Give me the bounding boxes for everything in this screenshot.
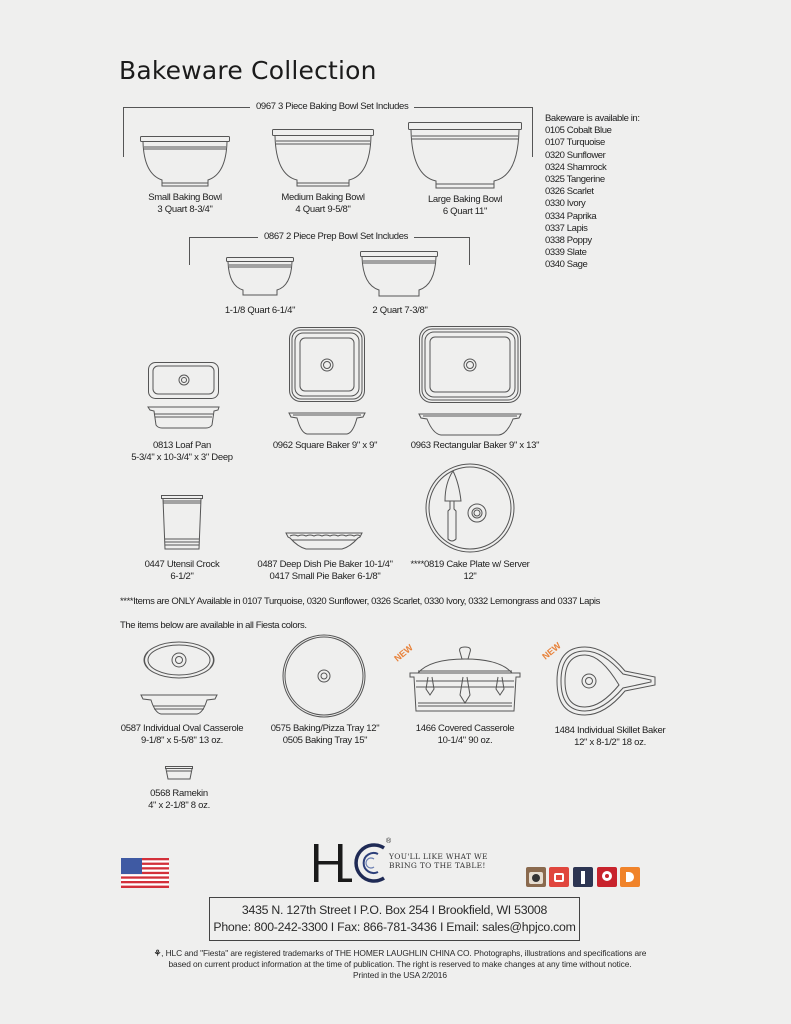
color-item: 0338 Poppy (545, 235, 592, 247)
color-item: 0320 Sunflower (545, 149, 606, 161)
square-baker-label: 0962 Square Baker 9" x 9" (272, 440, 378, 451)
medium-baking-bowl-label: Medium Baking Bowl 4 Quart 9-5/8" (281, 192, 365, 215)
prep-bowl-large-label: 2 Quart 7-3/8" (372, 305, 428, 316)
us-flag-icon (121, 858, 169, 888)
color-item: 0325 Tangerine (545, 174, 605, 186)
blogger-icon[interactable] (549, 867, 569, 887)
large-baking-bowl-label: Large Baking Bowl 6 Quart 11" (427, 194, 503, 217)
color-item: 0339 Slate (545, 247, 587, 259)
color-item: 0324 Shamrock (545, 161, 607, 173)
oval-casserole-icon (141, 640, 217, 716)
prep-bowl-small-icon (226, 257, 294, 297)
large-baking-bowl-icon (408, 122, 522, 189)
pizza-tray-label: 0575 Baking/Pizza Tray 12" 0505 Baking Tray 15" (270, 723, 380, 746)
rectangular-baker-label: 0963 Rectangular Baker 9" x 13" (410, 440, 540, 451)
color-item: 0107 Turquoise (545, 137, 605, 149)
new-badge: NEW (540, 640, 563, 662)
address-box (209, 897, 580, 941)
covered-casserole-icon (410, 647, 520, 717)
instagram-icon[interactable] (526, 867, 546, 887)
small-baking-bowl-icon (140, 136, 230, 188)
all-colors-note: The items below are available in all Fiesta colors. (120, 620, 307, 631)
loaf-pan-label: 0813 Loaf Pan 5-3/4" x 10-3/4" x 3" Deep (131, 440, 233, 463)
oval-casserole-label: 0587 Individual Oval Casserole 9-1/8" x 5-5/8" 13 oz. (120, 723, 244, 746)
prep-bowl-set-label: 0867 2 Piece Prep Bowl Set Includes (258, 231, 414, 242)
color-item: 0340 Sage (545, 259, 588, 271)
utensil-crock-label: 0447 Utensil Crock 6-1/2" (144, 559, 220, 582)
contact-line: Phone: 800-242-3300 I Fax: 866-781-3436 I Email: sales@hpjco.com (213, 920, 576, 934)
ramekin-icon (165, 766, 193, 780)
limited-colors-note: ****Items are ONLY Available in 0107 Turquoise, 0320 Sunflower, 0326 Scarlet, 0330 Ivory, 0332 Lemongrass and 0337 Lapis (120, 596, 600, 607)
fiesta-logo-icon: ⚘ (153, 948, 162, 958)
pie-baker-icon (286, 532, 362, 552)
new-badge: NEW (392, 642, 415, 664)
medium-baking-bowl-icon (272, 129, 374, 188)
loaf-pan-icon (148, 362, 220, 434)
small-baking-bowl-label: Small Baking Bowl 3 Quart 8-3/4" (148, 192, 222, 215)
prep-bowl-large-icon (360, 251, 438, 297)
availability-heading: Bakeware is available in: (545, 113, 640, 124)
hlc-logo-icon (314, 838, 386, 884)
blog-icon[interactable] (620, 867, 640, 887)
color-item: 0326 Scarlet (545, 186, 594, 198)
square-baker-icon (289, 327, 365, 437)
registered-mark: ® (386, 838, 392, 845)
rectangular-baker-icon (419, 326, 521, 438)
page-title: Bakeware Collection (119, 56, 377, 85)
pizza-tray-icon (282, 634, 366, 718)
address-line: 3435 N. 127th Street I P.O. Box 254 I Brookfield, WI 53008 (241, 903, 548, 917)
pie-baker-label: 0487 Deep Dish Pie Baker 10-1/4" 0417 Small Pie Baker 6-1/8" (257, 559, 393, 582)
skillet-baker-label: 1484 Individual Skillet Baker 12" x 8-1/2" 18 oz. (554, 725, 666, 748)
cake-plate-label: ****0819 Cake Plate w/ Server 12" (410, 559, 530, 582)
covered-casserole-label: 1466 Covered Casserole 10-1/4" 90 oz. (415, 723, 515, 746)
hlc-tagline: YOU'LL LIKE WHAT WE BRING TO THE TABLE! (389, 852, 488, 870)
color-item: 0334 Paprika (545, 210, 597, 222)
ramekin-label: 0568 Ramekin 4" x 2-1/8" 8 oz. (148, 788, 210, 811)
skillet-baker-icon (555, 645, 655, 717)
availability-list (545, 113, 640, 272)
prep-bowl-small-label: 1-1/8 Quart 6-1/4" (224, 305, 296, 316)
cake-plate-with-server-icon (425, 463, 515, 553)
color-item: 0337 Lapis (545, 222, 588, 234)
color-item: 0330 Ivory (545, 198, 586, 210)
utensil-crock-icon (161, 495, 203, 551)
baking-bowl-set-label: 0967 3 Piece Baking Bowl Set Includes (250, 101, 414, 112)
color-item: 0105 Cobalt Blue (545, 125, 612, 137)
legal-notice: ⚘, HLC and "Fiesta" are registered trademarks of THE HOMER LAUGHLIN CHINA CO. Photographs, illustrations and specifications are based on current product information at the time of publication. The right is reserved to make changes at any time without notice. Printed in the USA 2/2016 (153, 948, 647, 981)
pinterest-icon[interactable] (597, 867, 617, 887)
facebook-icon[interactable] (573, 867, 593, 887)
